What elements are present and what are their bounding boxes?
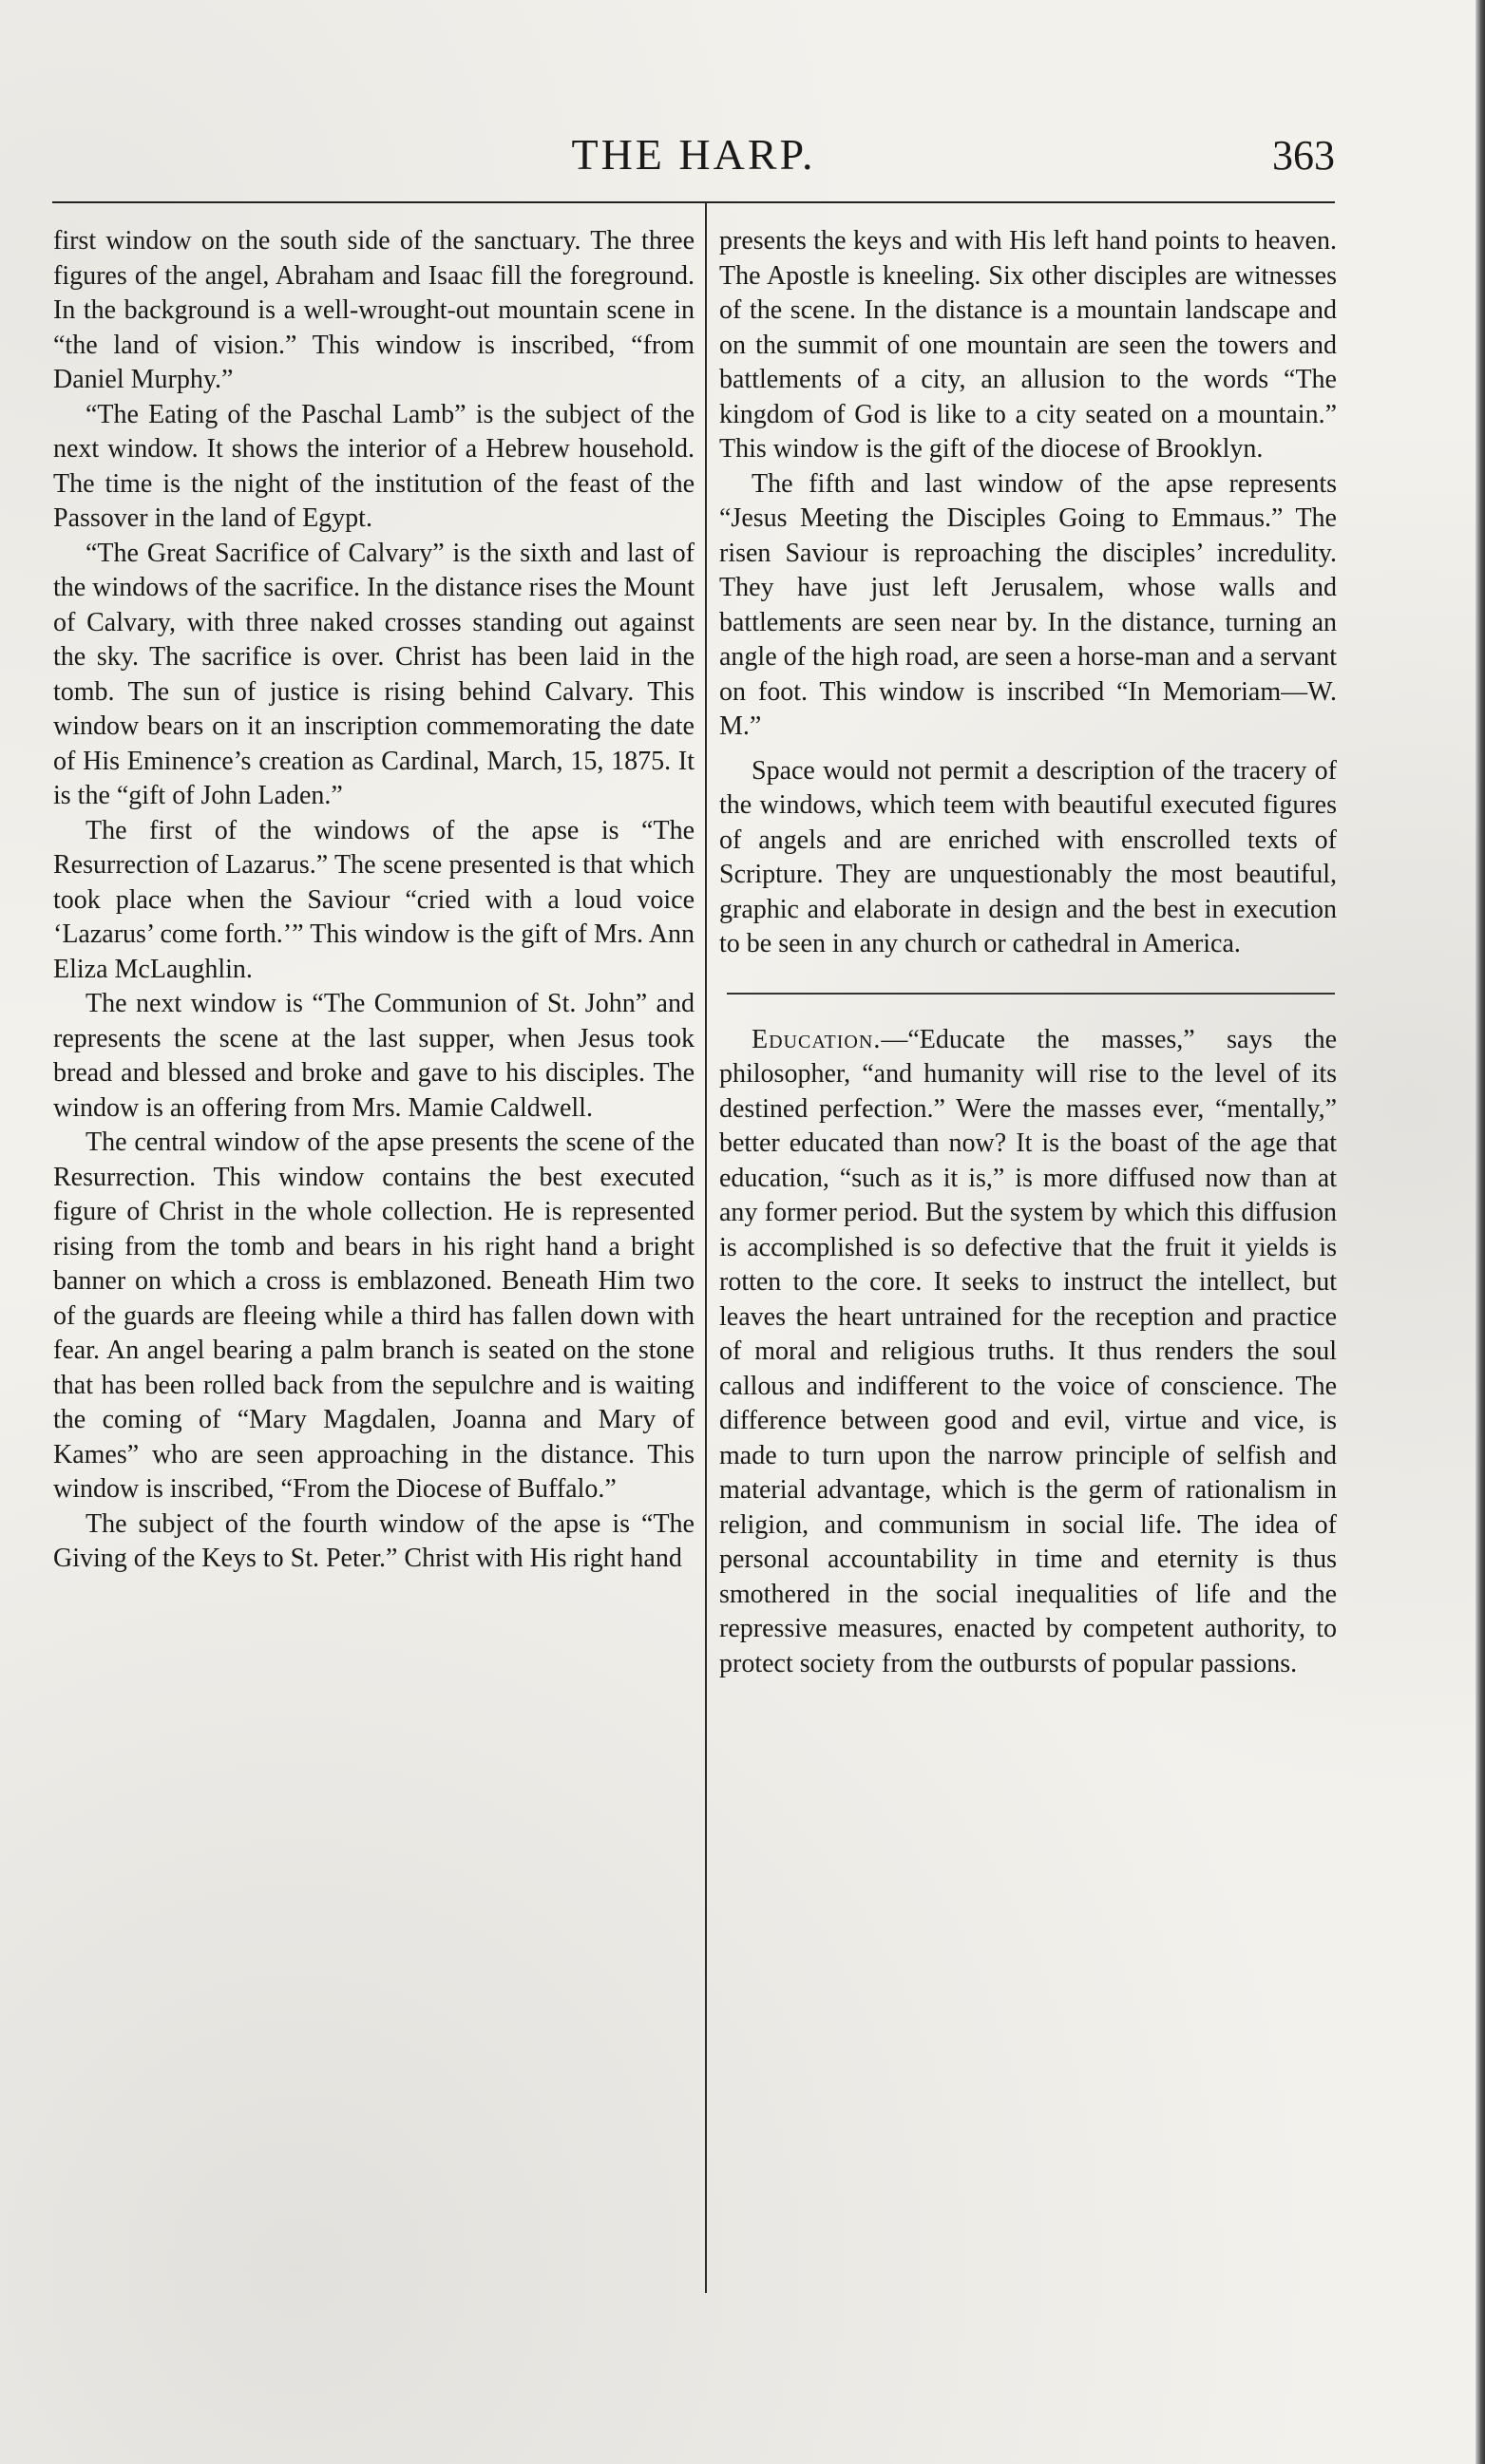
section-divider — [727, 993, 1335, 995]
paragraph: “The Eating of the Paschal Lamb” is the subject of the next window. It shows the interior of a Hebrew household. The time is the night of the institution of the feast of the Passover in the land of Egypt. — [53, 399, 695, 533]
paragraph: The central window of the apse presents the scene of the Resurrection. This window contains the best executed figure of Christ in the whole collection. He is represented rising from the tomb and bears in his right hand a bright banner on which a cross is emblazoned. Beneath Him two of the guards are fleeing while a third has fallen down with fear. An angel bearing a palm branch is seated on the stone that has been rolled back from the sepulchre and is waiting the coming of “Mary Magdalen, Joanna and Mary of Kames” who are seen approaching in the distance. This window is inscribed, “From the Diocese of Buffalo.” — [53, 1128, 695, 1504]
running-header — [52, 129, 1335, 196]
paragraph: The subject of the fourth window of the apse is “The Giving of the Keys to St. Peter.” Christ with His right hand — [53, 1508, 695, 1573]
right-column — [719, 224, 1337, 1681]
paragraph: The next window is “The Communion of St. John” and represents the scene at the last supper, when Jesus took bread and blessed and broke and gave to his disciples. The window is an offering from Mrs. Mamie Caldwell. — [53, 989, 695, 1123]
header-rule — [52, 201, 1335, 203]
paragraph: presents the keys and with His left hand points to heaven. The Apostle is kneeling. Six other disciples are witnesses of the scene. In the distance is a mountain landscape and on the summit of one mountain are seen the towers and battlements of a city, an allusion to the words “The kingdom of God is like to a city seated on a mountain.” This window is the gift of the diocese of Brooklyn. — [719, 226, 1337, 464]
education-text: —“Educate the masses,” says the philosopher, “and humanity will rise to the level of its destined perfection.” Were the masses ever, “mentally,” better educated than now? It is the boast of the age that education, “such as it is,” is more diffused now than at any former period. But the system by which this diffusion is accomplished is so defective that the fruit it yields is rotten to the core. It seeks to instruct the intellect, but leaves the heart untrained for the reception and practice of moral and religious truths. It thus renders the soul callous and indifferent to the voice of conscience. The difference between good and evil, virtue and vice, is made to turn upon the narrow principle of selfish and material advantage, which is the germ of rationalism in religion, and communism in social life. The idea of personal accountability in time and eternity is thus smothered in the social inequalities of life and the repressive measures, enacted by competent authority, to protect society from the outbursts of popular passions. — [719, 1024, 1337, 1678]
page-title: THE HARP. — [571, 130, 816, 179]
page-edge-shadow — [1475, 0, 1485, 2464]
left-column — [53, 224, 695, 1577]
paragraph: “The Great Sacrifice of Calvary” is the sixth and last of the windows of the sacrifice. In the distance rises the Mount of Calvary, with three naked crosses standing out against the sky. The sacrifice is over. Christ has been laid in the tomb. The sun of justice is rising behind Calvary. This window bears on it an inscription commemorating the date of His Eminence’s creation as Cardinal, March, 15, 1875. It is the “gift of John Laden.” — [53, 538, 695, 810]
page-number: 363 — [1272, 132, 1335, 179]
paragraph: The fifth and last window of the apse represents “Jesus Meeting the Disciples Going to Emmaus.” The risen Saviour is reproaching the disciples’ incredulity. They have just left Jerusalem, whose walls and battlements are seen near by. In the distance, turning an angle of the high road, are seen a horse-man and a servant on foot. This window is inscribed “In Memoriam—W. M.” — [719, 468, 1337, 741]
education-paragraph — [719, 1023, 1337, 1682]
paragraph: first window on the south side of the sanctuary. The three figures of the angel, Abraham and Isaac fill the foreground. In the background is a well-wrought-out mountain scene in “the land of vision.” This window is inscribed, “from Daniel Murphy.” — [53, 226, 695, 394]
education-heading: Education. — [752, 1024, 882, 1054]
paragraph: Space would not permit a description of the tracery of the windows, which teem with beautiful executed figures of angels and are enriched with enscrolled texts of Scripture. They are unquestionably the most beautiful, graphic and elaborate in design and the best in execution to be seen in any church or cathedral in America. — [719, 755, 1337, 958]
column-divider — [705, 203, 707, 2293]
paragraph: The first of the windows of the apse is “The Resurrection of Lazarus.” The scene presented is that which took place when the Saviour “cried with a loud voice ‘Lazarus’ come forth.’” This window is the gift of Mrs. Ann Eliza McLaughlin. — [53, 815, 695, 984]
